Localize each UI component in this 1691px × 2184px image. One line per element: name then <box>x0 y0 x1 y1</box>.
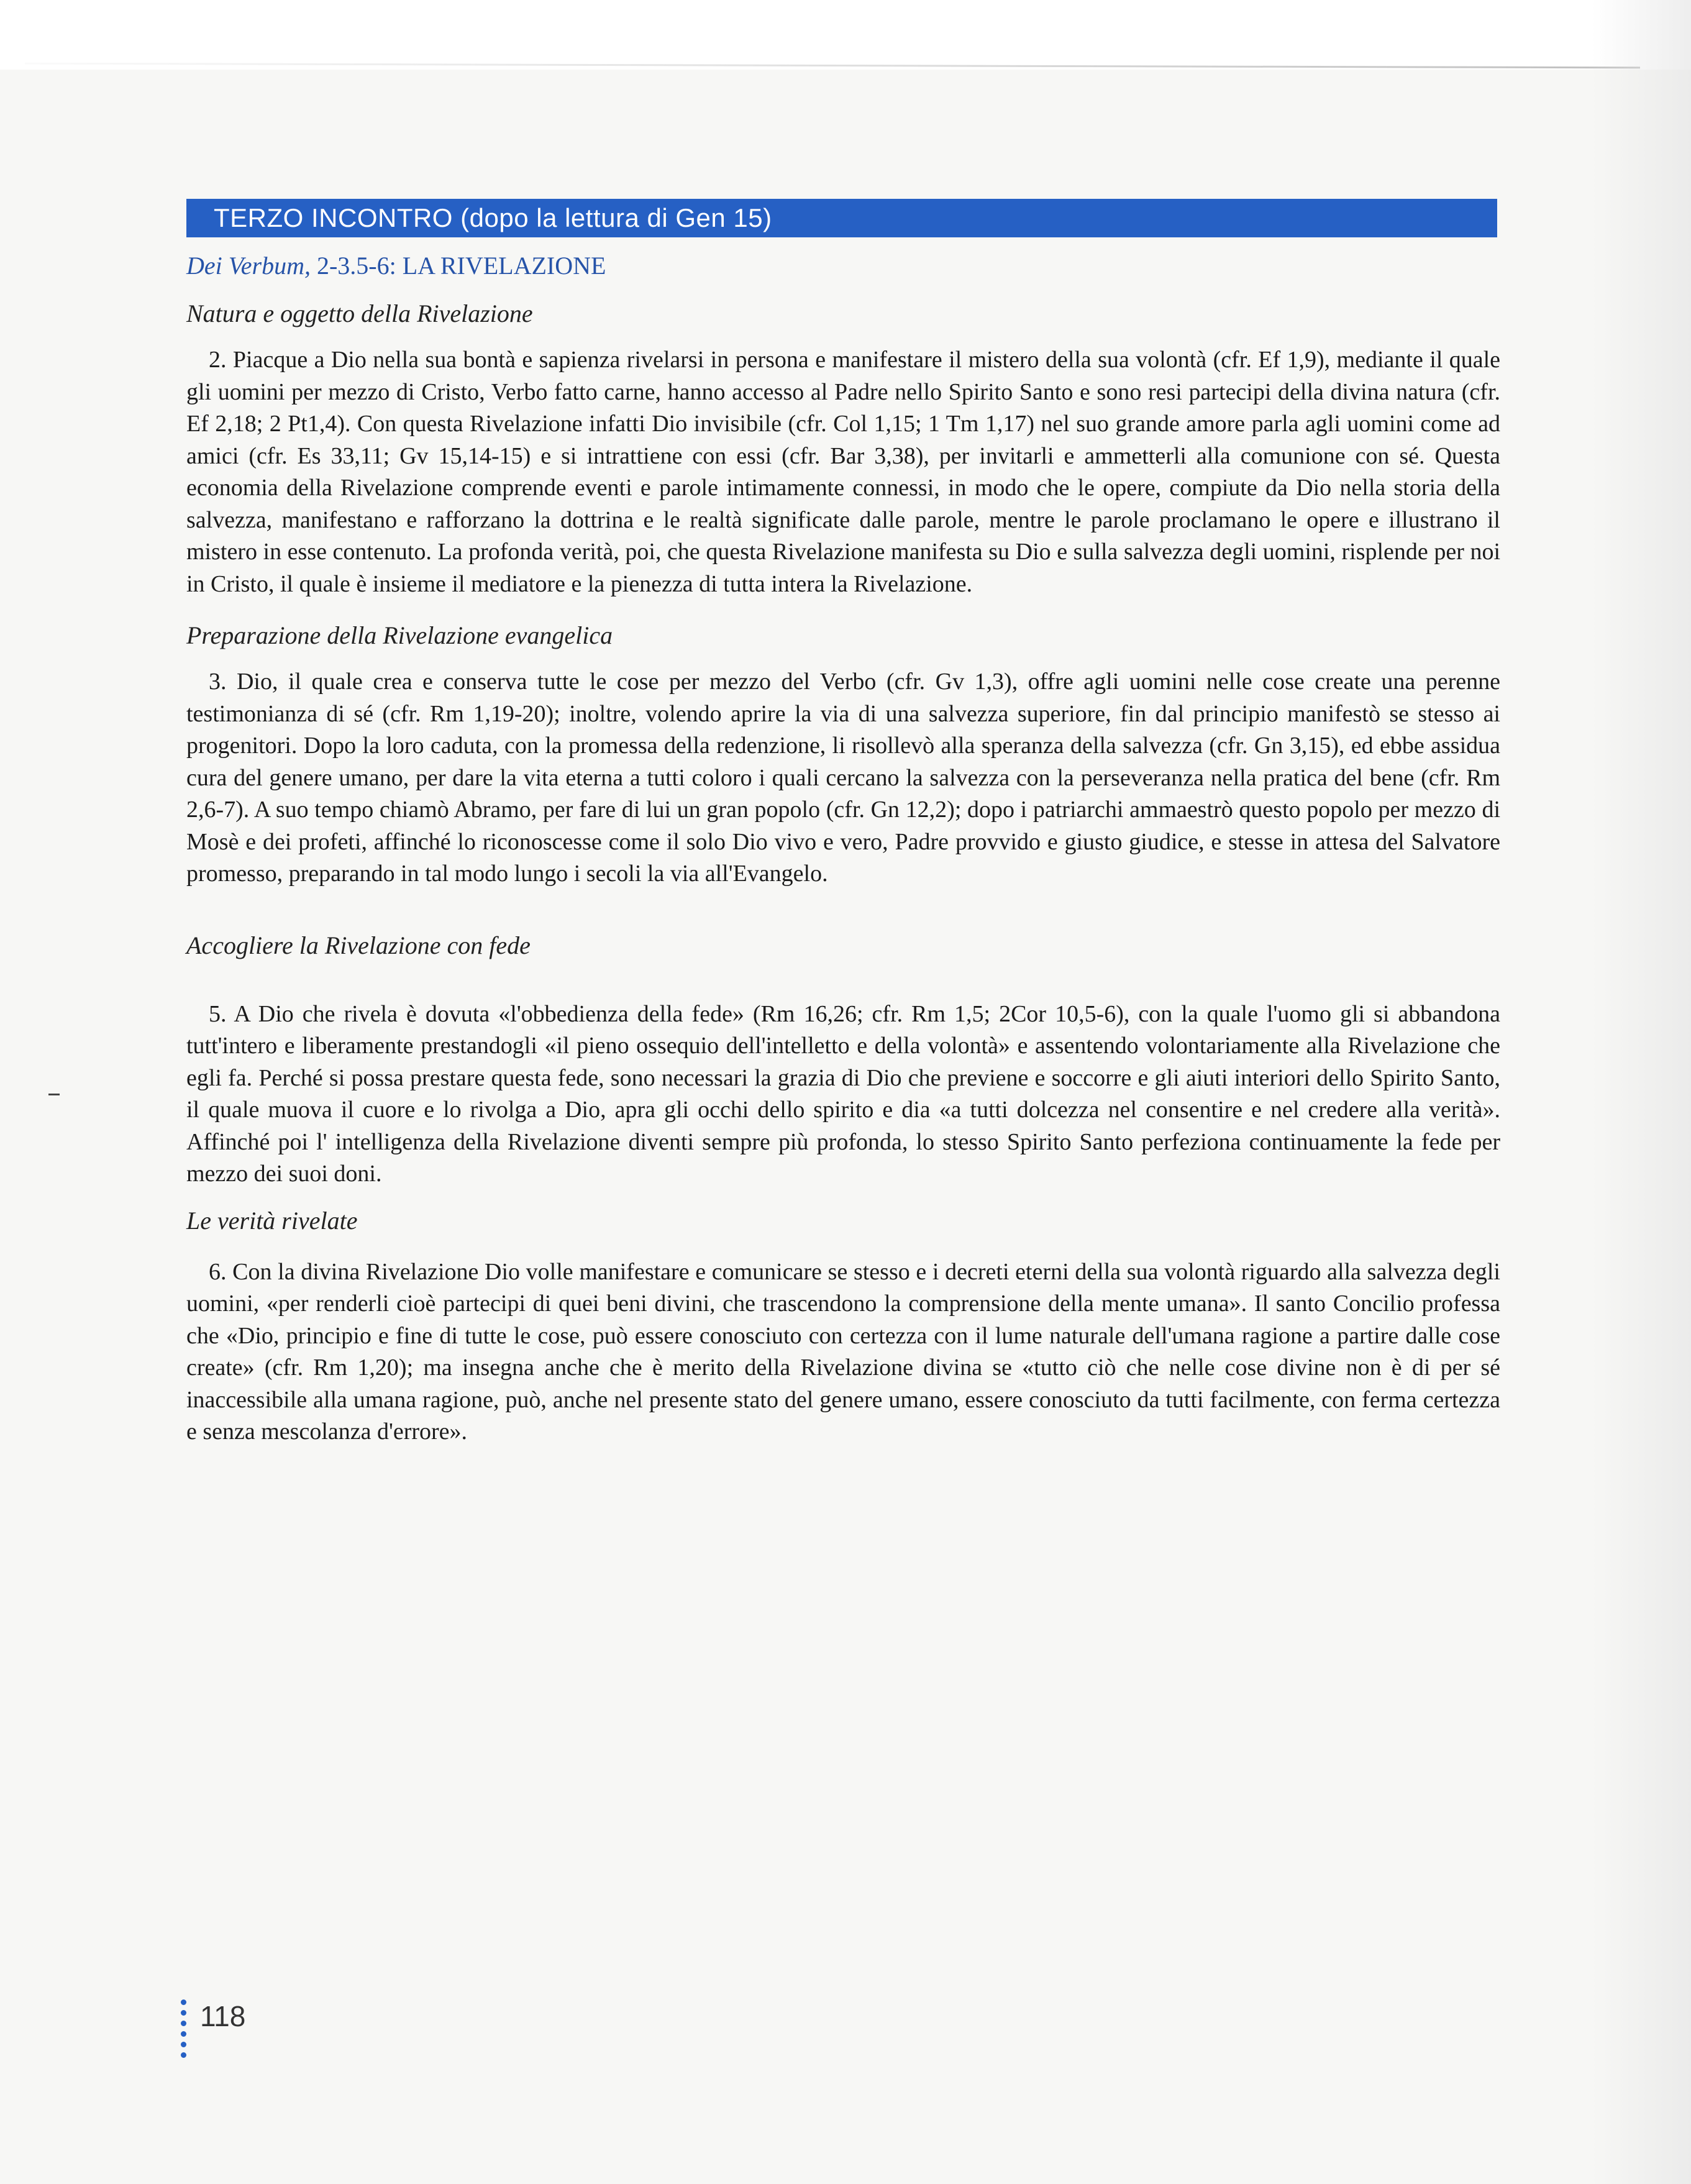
dot <box>181 2031 186 2037</box>
page-number: 118 <box>200 2000 246 2032</box>
section-heading-verita: Le verità rivelate <box>186 1206 358 1235</box>
document-title-rest: 2-3.5-6: LA RIVELAZIONE <box>310 252 606 280</box>
margin-mark <box>48 1094 60 1095</box>
dot <box>181 2010 186 2016</box>
paragraph-5: 5. A Dio che rivela è dovuta «l'obbedienza della fede» (Rm 16,26; cfr. Rm 1,5; 2Cor 10,5-6), con la quale l'uomo gli si abbandona tutt'intero e liberamente prestandogli «il pieno ossequio dell'intelletto e della volontà» e assentendo volontariamente alla Rivelazione che egli fa. Perché si possa prestare questa fede, sono necessari la grazia di Dio che previene e soccorre e gli aiuti interiori dello Spirito Santo, il quale muova il cuore e lo rivolga a Dio, apra gli occhi dello spirito e dia «a tutti dolcezza nel consentire e nel credere alla verità». Affinché poi l' intelligenza della Rivelazione diventi sempre più profonda, lo stesso Spirito Santo perfeziona continuamente la fede per mezzo dei suoi doni. <box>186 1000 1500 1187</box>
scan-background-top <box>0 0 1691 70</box>
section-heading-natura: Natura e oggetto della Rivelazione <box>186 299 533 327</box>
page-number-dots <box>181 1999 188 2063</box>
page-content <box>186 199 1500 1448</box>
paragraph-6: 6. Con la divina Rivelazione Dio volle manifestare e comunicare se stesso e i decreti eterni della sua volontà riguardo alla salvezza degli uomini, «per renderli cioè partecipi di quei beni divini, che trascendono la comprensione della mente umana». Il santo Concilio professa che «Dio, principio e fine di tutte le cose, può essere conosciuto con certezza con il lume naturale dell'umana ragione a partire dalle cose create» (cfr. Rm 1,20); ma insegna anche che è merito della Rivelazione divina se «tutto ciò che nelle cose divine non è di per sé inaccessibile alla umana ragione, può, anche nel presente stato del genere umano, essere conosciuto da tutti facilmente, con ferma certezza e senza mescolanza d'errore». <box>186 1258 1500 1445</box>
paragraph-3: 3. Dio, il quale crea e conserva tutte le cose per mezzo del Verbo (cfr. Gv 1,3), offre agli uomini nelle cose create una perenne testimonianza di sé (cfr. Rm 1,19-20); inoltre, volendo aprire la via di una salvezza superiore, fin dal principio manifestò se stesso ai progenitori. Dopo la loro caduta, con la promessa della redenzione, li risollevò alla speranza della salvezza (cfr. Gn 3,15), ed ebbe assidua cura del genere umano, per dare la vita eterna a tutti coloro i quali cercano la salvezza con la perseveranza nella pratica del bene (cfr. Rm 2,6-7). A suo tempo chiamò Abramo, per fare di lui un gran popolo (cfr. Gn 12,2); dopo i patriarchi ammaestrò questo popolo per mezzo di Mosè e dei profeti, affinché lo riconoscesse come il solo Dio vivo e vero, Padre provvido e giusto giudice, e stesse in attesa del Salvatore promesso, preparando in tal modo lungo i secoli la via all'Evangelo. <box>186 669 1500 887</box>
dot <box>181 2042 186 2047</box>
paragraph-2: 2. Piacque a Dio nella sua bontà e sapienza rivelarsi in persona e manifestare il mistero della sua volontà (cfr. Ef 1,9), mediante il quale gli uomini per mezzo di Cristo, Verbo fatto carne, hanno accesso al Padre nello Spirito Santo e sono resi partecipi della divina natura (cfr. Ef 2,18; 2 Pt1,4). Con questa Rivelazione infatti Dio invisibile (cfr. Col 1,15; 1 Tm 1,17) nel suo grande amore parla agli uomini come ad amici (cfr. Es 33,11; Gv 15,14-15) e si intrattiene con essi (cfr. Bar 3,38), per invitarli e ammetterli alla comunione con sé. Questa economia della Rivelazione comprende eventi e parole intimamente connessi, in modo che le opere, compiute da Dio nella storia della salvezza, manifestano e rafforzano la dottrina e le realtà significate dalle parole, mentre le parole proclamano le opere e illustrano il mistero in esse contenuto. La profonda verità, poi, che questa Rivelazione manifesta su Dio e sulla salvezza degli uomini, risplende per noi in Cristo, il quale è insieme il mediatore e la pienezza di tutta intera la Rivelazione. <box>186 347 1500 597</box>
dot <box>181 2021 186 2026</box>
page-fold-shadow <box>1592 0 1691 2184</box>
document-title-italic: Dei Verbum, <box>186 252 311 280</box>
section-banner: TERZO INCONTRO (dopo la lettura di Gen 15) <box>186 199 1497 237</box>
section-heading-preparazione: Preparazione della Rivelazione evangelica <box>186 621 613 649</box>
section-heading-accogliere: Accogliere la Rivelazione con fede <box>186 931 531 959</box>
dot <box>181 1999 186 2005</box>
dot <box>181 2052 186 2058</box>
document-title <box>186 249 1500 283</box>
